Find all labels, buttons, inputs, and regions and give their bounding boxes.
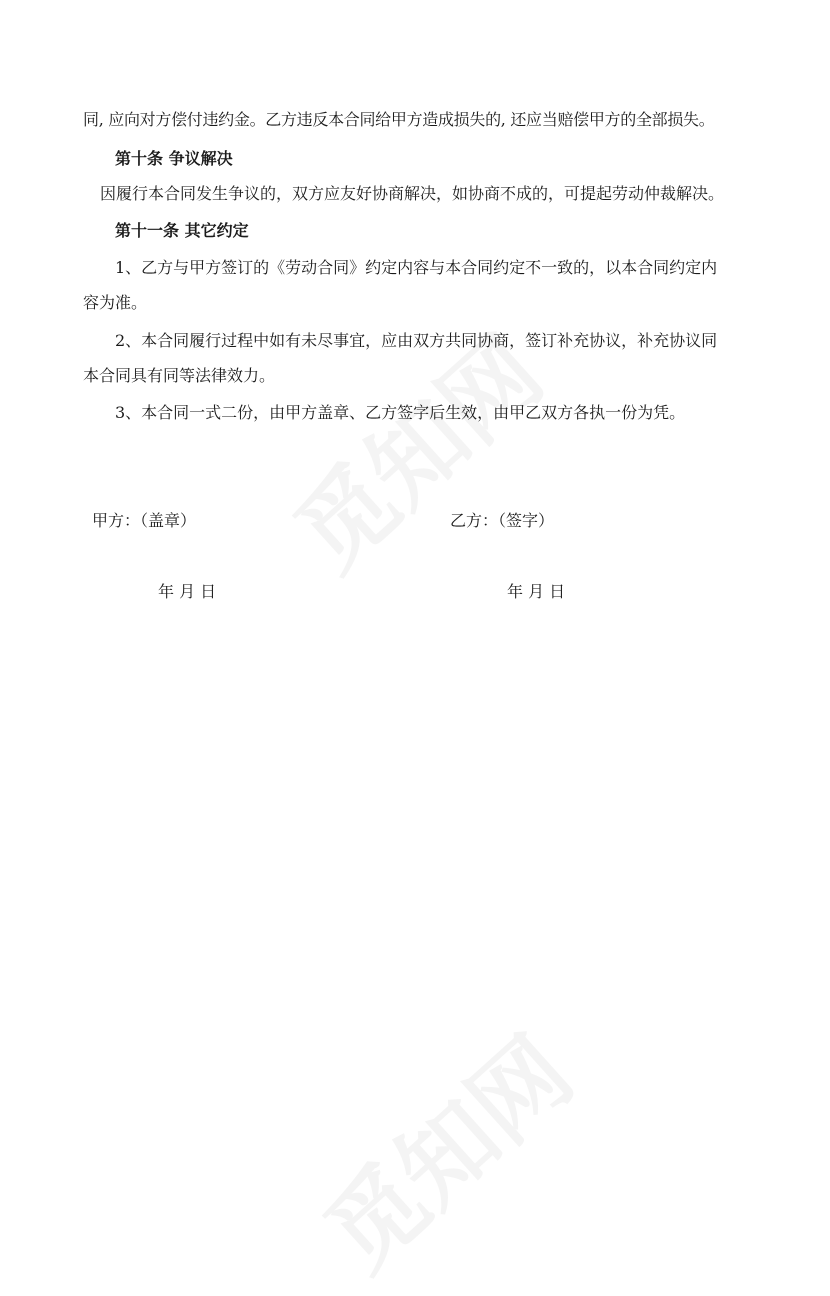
clause-1-line-2: 容为准。 xyxy=(83,293,148,312)
watermark-lower xyxy=(291,1001,597,1296)
party-b-date: 年 月 日 xyxy=(507,582,566,601)
party-a-date: 年 月 日 xyxy=(158,582,217,601)
clause-2-line-1: 2、本合同履行过程中如有未尽事宜，应由双方共同协商，签订补充协议，补充协议同 xyxy=(115,331,718,350)
clause-3: 3、本合同一式二份，由甲方盖章、乙方签字后生效，由甲乙双方各执一份为凭。 xyxy=(115,403,686,422)
clause-2-line-2: 本合同具有同等法律效力。 xyxy=(83,366,276,385)
article-10-heading: 第十条 争议解决 xyxy=(115,149,233,168)
party-a-label: 甲方：（盖章） xyxy=(92,511,197,530)
article-11-heading: 第十一条 其它约定 xyxy=(115,221,249,240)
party-b-label: 乙方：（签字） xyxy=(450,511,555,530)
continuation-line: 同, 应向对方偿付违约金。乙方违反本合同给甲方造成损失的, 还应当赔偿甲方的全部损失。 xyxy=(83,110,715,129)
article-10-text: 因履行本合同发生争议的，双方应友好协商解决，如协商不成的，可提起劳动仲裁解决。 xyxy=(100,184,725,203)
clause-1-line-1: 1、乙方与甲方签订的《劳动合同》约定内容与本合同约定不一致的，以本合同约定内 xyxy=(115,258,718,277)
